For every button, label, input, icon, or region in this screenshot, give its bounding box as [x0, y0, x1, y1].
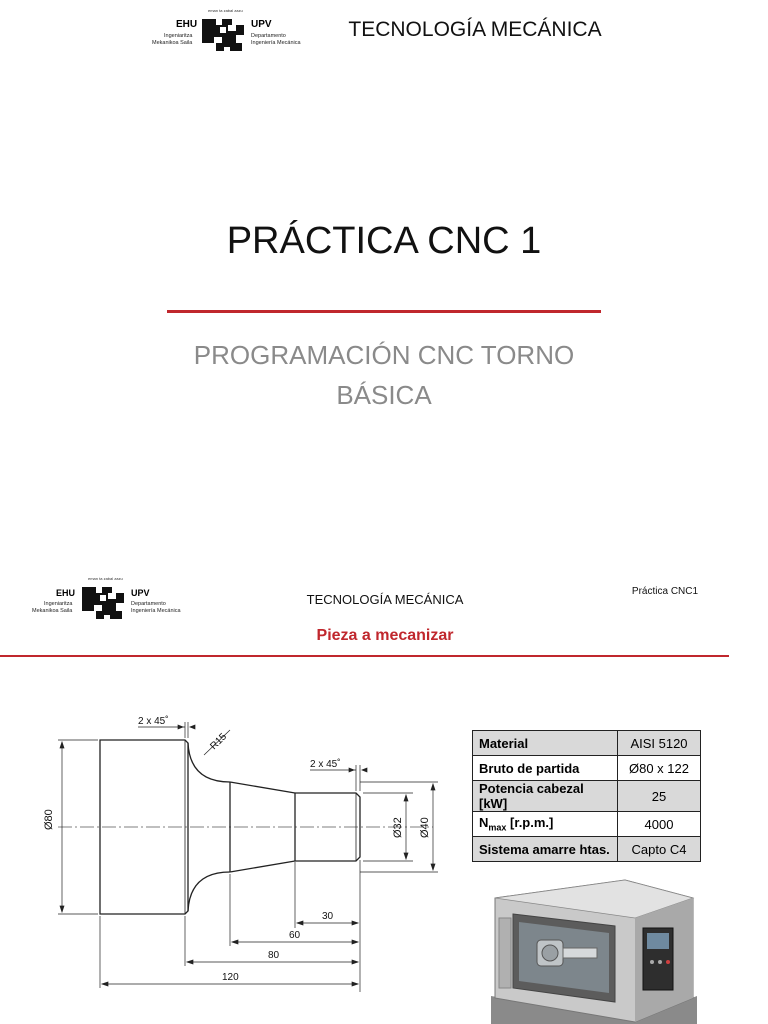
key-sub: max [488, 822, 507, 833]
logo-right-sub1-small: Departamento [131, 601, 166, 607]
logo-ehu: EHU [176, 19, 198, 30]
table-key: Bruto de partida [473, 756, 618, 781]
table-row [473, 812, 701, 837]
slide1-title: PRÁCTICA CNC 1 [226, 220, 542, 262]
radius-label: R15 [208, 731, 230, 753]
table-key: Material [473, 731, 618, 756]
dim-40-label: Ø40 [419, 817, 431, 838]
key-main: N [479, 815, 489, 831]
len-60-label: 60 [289, 930, 301, 941]
table-row [473, 837, 701, 862]
table-row [473, 756, 701, 781]
logo-right-sub2: Ingeniería Mecánica [251, 40, 301, 46]
table-value: AISI 5120 [618, 731, 701, 756]
logo-upv-small: UPV [131, 588, 150, 598]
slide2-title: Pieza a mecanizar [316, 627, 454, 644]
table-value: 4000 [618, 812, 701, 837]
slide1-header: TECNOLOGÍA MECÁNICA [348, 18, 602, 41]
logo-emblem-icon [200, 13, 246, 51]
table-key [473, 812, 618, 837]
slide1-subtitle [150, 335, 618, 415]
len-30-label: 30 [322, 911, 334, 922]
chamfer-right-label: 2 x 45˚ [310, 759, 341, 770]
subtitle-line1: PROGRAMACIÓN CNC TORNO [193, 340, 575, 370]
len-120-label: 120 [222, 972, 239, 983]
logo-right-sub2-small: Ingeniería Mecánica [131, 608, 181, 614]
table-key: Potencia cabezal [kW] [473, 781, 618, 812]
logo-motto: eman ta zabal zazu [208, 8, 243, 13]
logo-left-sub1-small: Ingeniaritza [44, 601, 73, 607]
part-drawing [38, 700, 443, 1000]
table-row [473, 781, 701, 812]
dim-32-label: Ø32 [392, 817, 404, 838]
logo-ehu-small: EHU [56, 588, 76, 598]
len-80-label: 80 [268, 950, 280, 961]
slide1-divider [167, 310, 601, 313]
table-row [473, 731, 701, 756]
university-logo [150, 8, 310, 52]
table-value: Capto C4 [618, 837, 701, 862]
key-rest: [r.p.m.] [506, 815, 554, 831]
dim-80-label: Ø80 [43, 809, 55, 830]
logo-right-sub1: Departamento [251, 33, 286, 39]
chamfer-leaders [138, 722, 367, 791]
slide2-divider [0, 655, 729, 657]
table-value: Ø80 x 122 [618, 756, 701, 781]
logo-left-sub2-small: Mekanikoa Saila [32, 608, 73, 614]
university-logo-small [30, 576, 190, 620]
subtitle-line2: BÁSICA [336, 380, 432, 410]
spec-table [472, 730, 701, 862]
slide2-label: Práctica CNC1 [631, 586, 699, 597]
logo-left-sub1: Ingeniaritza [164, 33, 193, 39]
logo-left-sub2: Mekanikoa Saila [152, 40, 193, 46]
table-value: 25 [618, 781, 701, 812]
logo-upv: UPV [251, 19, 272, 30]
cnc-lathe-image [485, 878, 700, 1024]
slide2-header: TECNOLOGÍA MECÁNICA [306, 592, 464, 607]
chamfer-left-label: 2 x 45˚ [138, 716, 169, 727]
logo-emblem-small-icon [80, 581, 126, 619]
logo-motto-small: eman ta zabal zazu [88, 576, 123, 581]
table-key: Sistema amarre htas. [473, 837, 618, 862]
